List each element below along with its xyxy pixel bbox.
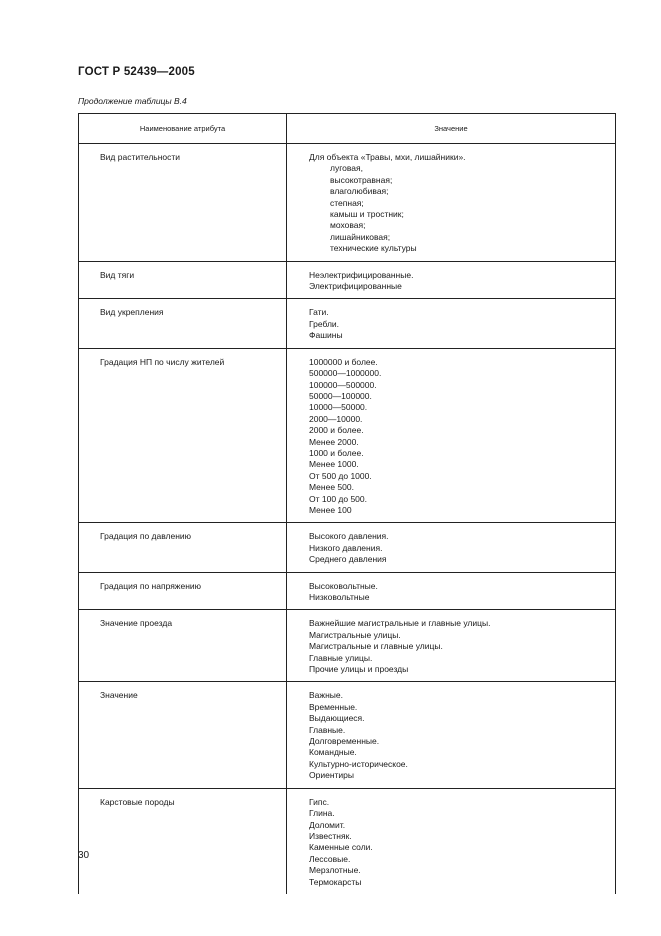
attribute-value: Низковольтные (309, 592, 370, 602)
table-row (79, 610, 616, 682)
attribute-value: Для объекта «Травы, мхи, лишайники». (309, 152, 466, 162)
table-row (79, 261, 616, 299)
attribute-value: Электрифицированные (309, 281, 402, 292)
attribute-name-cell: Градация НП по числу жителей (79, 348, 287, 523)
attribute-table (78, 113, 616, 894)
attribute-value: Глина. (309, 808, 335, 819)
attribute-name-cell: Вид растительности (79, 144, 287, 262)
attribute-value: Прочие улицы и проезды (309, 664, 409, 675)
attribute-values-cell (287, 348, 616, 523)
attribute-value: Магистральные улицы. (309, 629, 401, 640)
attribute-value: Ориентиры (309, 770, 354, 781)
attribute-value: Выдающиеся. (309, 713, 365, 724)
page-number: 30 (78, 850, 90, 861)
table-body (79, 144, 616, 894)
attribute-value: Культурно-историческое. (309, 758, 408, 769)
attribute-value: Главные улицы. (309, 652, 373, 663)
attribute-value: Каменные соли. (309, 842, 373, 853)
attribute-name-cell: Вид укрепления (79, 299, 287, 348)
attribute-value: Доломит. (309, 819, 346, 830)
attribute-value: технические культуры (330, 243, 417, 254)
attribute-value: Магистральные и главные улицы. (309, 641, 443, 652)
table-row (79, 348, 616, 523)
attribute-value: Главные. (309, 724, 346, 735)
attribute-value: Фашины (309, 330, 343, 341)
attribute-value: 500000—1000000. (309, 368, 382, 379)
table-row (79, 299, 616, 348)
attribute-value: Гати. (309, 307, 329, 318)
attribute-value: От 500 до 1000. (309, 470, 372, 481)
attribute-name-cell: Вид тяги (79, 261, 287, 299)
attribute-value: Важные. (309, 690, 343, 701)
attribute-value: высокотравная; (330, 174, 393, 185)
attribute-value: луговая, (330, 163, 363, 174)
attribute-value: 100000—500000. (309, 379, 377, 390)
attribute-value: Важнейшие магистральные и главные улицы. (309, 618, 491, 629)
attribute-name-cell: Значение (79, 682, 287, 788)
attribute-value: 1000 и более. (309, 447, 364, 458)
attribute-value: Среднего давления (309, 554, 387, 565)
attribute-value: камыш и тростник; (330, 209, 404, 220)
attribute-value: Менее 500. (309, 482, 354, 493)
attribute-values-cell (287, 144, 616, 262)
table-header-row (79, 114, 616, 144)
attribute-value: От 100 до 500. (309, 493, 368, 504)
attribute-value: 2000 и более. (309, 425, 364, 436)
header-attribute-name: Наименование атрибута (79, 114, 287, 144)
table-caption: Продолжение таблицы В.4 (78, 96, 187, 106)
attribute-value: Командные. (309, 747, 357, 758)
attribute-value: Высокого давления. (309, 531, 389, 542)
attribute-value: Гипс. (309, 796, 330, 807)
attribute-value: Известняк. (309, 830, 352, 841)
attribute-values-cell (287, 523, 616, 572)
attribute-value: влаголюбивая; (330, 186, 389, 197)
attribute-value: 1000000 и более. (309, 356, 378, 367)
attribute-values-cell (287, 261, 616, 299)
attribute-value: Термокарсты (309, 876, 362, 887)
header-value: Значение (287, 114, 616, 144)
attribute-value: Долговременные. (309, 736, 380, 747)
attribute-name-cell: Градация по давлению (79, 523, 287, 572)
attribute-value: моховая; (330, 220, 366, 231)
table-row (79, 144, 616, 262)
attribute-name-cell: Градация по напряжению (79, 572, 287, 610)
attribute-value: Гребли. (309, 318, 340, 329)
attribute-values-cell (287, 572, 616, 610)
attribute-values-cell (287, 610, 616, 682)
attribute-values-cell (287, 788, 616, 894)
attribute-value: Низкого давления. (309, 542, 383, 553)
attribute-value: 50000—100000. (309, 390, 372, 401)
attribute-value: Мерзлотные. (309, 865, 361, 876)
attribute-value: Лессовые. (309, 853, 351, 864)
table-row (79, 682, 616, 788)
attribute-value: 2000—10000. (309, 413, 363, 424)
attribute-value: Временные. (309, 701, 358, 712)
attribute-value: 10000—50000. (309, 402, 368, 413)
table-row (79, 523, 616, 572)
attribute-value: Менее 1000. (309, 459, 359, 470)
table-row (79, 572, 616, 610)
document-title: ГОСТ Р 52439—2005 (78, 66, 195, 78)
attribute-values-cell (287, 682, 616, 788)
attribute-value: степная; (330, 197, 364, 208)
attribute-value: Высоковольтные. (309, 580, 378, 591)
attribute-value: Менее 100 (309, 504, 352, 515)
attribute-name-cell: Значение проезда (79, 610, 287, 682)
attribute-name-cell: Карстовые породы (79, 788, 287, 894)
attribute-value: лишайниковая; (330, 231, 391, 242)
attribute-value: Неэлектрифицированные. (309, 269, 414, 280)
table-row (79, 788, 616, 894)
attribute-value: Менее 2000. (309, 436, 359, 447)
attribute-values-cell (287, 299, 616, 348)
